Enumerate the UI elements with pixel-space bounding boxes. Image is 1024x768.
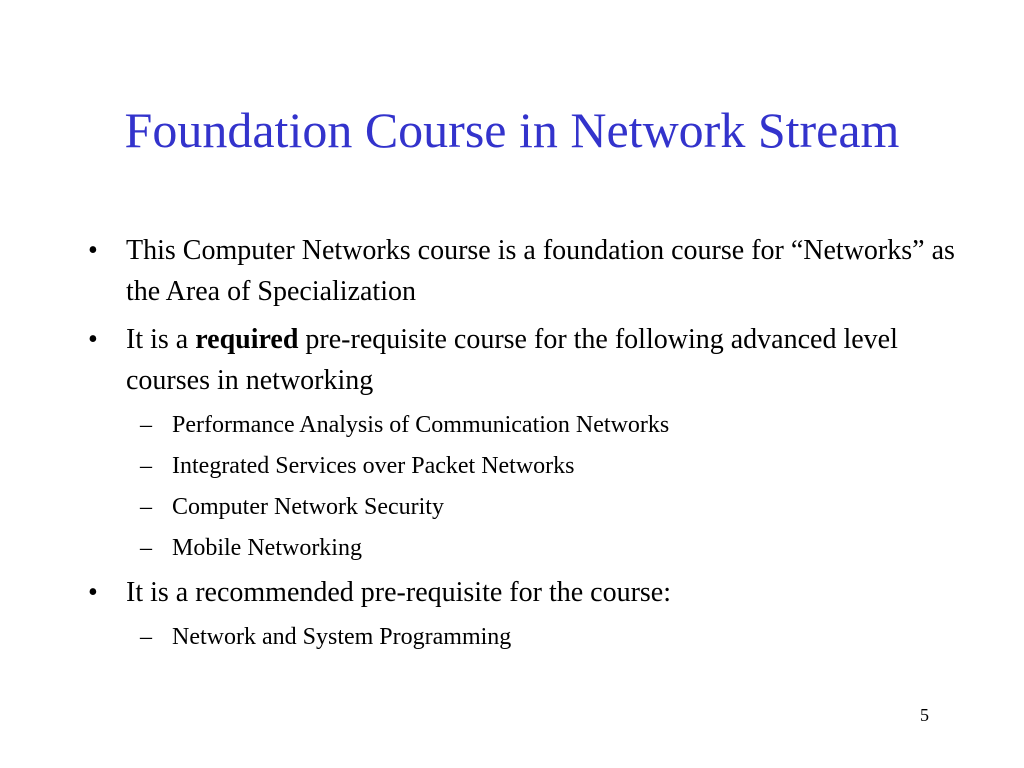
- bullet-text: It is a recommended pre-requisite for the course:: [126, 577, 672, 608]
- bullet-text-start: It is a: [126, 324, 196, 355]
- page-number: 5: [920, 705, 929, 725]
- bullet-item: [88, 230, 968, 312]
- bullet-text-bold: required: [195, 324, 299, 355]
- dash-marker: –: [140, 624, 152, 650]
- slide-title: Foundation Course in Network Stream: [124, 102, 900, 158]
- sub-item: [88, 531, 968, 566]
- bullet-text: This Computer Networks course is a foundation course for “Networks” as the Area of Specialization: [126, 235, 955, 307]
- sub-item: [88, 408, 968, 443]
- dash-marker: –: [140, 494, 152, 520]
- sub-list: [88, 620, 968, 655]
- sub-item-text: Network and System Programming: [172, 624, 512, 650]
- sub-item: [88, 490, 968, 525]
- sub-item: [88, 620, 968, 655]
- sub-item-text: Performance Analysis of Communication Networks: [172, 412, 670, 438]
- bullet-marker: •: [88, 235, 98, 266]
- dash-marker: –: [140, 453, 152, 479]
- bullet-marker: •: [88, 324, 98, 355]
- slide-body: [88, 230, 968, 661]
- sub-item: [88, 449, 968, 484]
- sub-item-text: Integrated Services over Packet Networks: [172, 453, 575, 479]
- bullet-marker: •: [88, 577, 98, 608]
- bullet-text-end: pre-requisite course for the following advanced level courses in networking: [126, 324, 898, 396]
- dash-marker: –: [140, 535, 152, 561]
- sub-item-text: Mobile Networking: [172, 535, 362, 561]
- sub-item-text: Computer Network Security: [172, 494, 444, 520]
- dash-marker: –: [140, 412, 152, 438]
- bullet-item: [88, 319, 968, 401]
- bullet-item: [88, 572, 968, 613]
- sub-list: [88, 408, 968, 566]
